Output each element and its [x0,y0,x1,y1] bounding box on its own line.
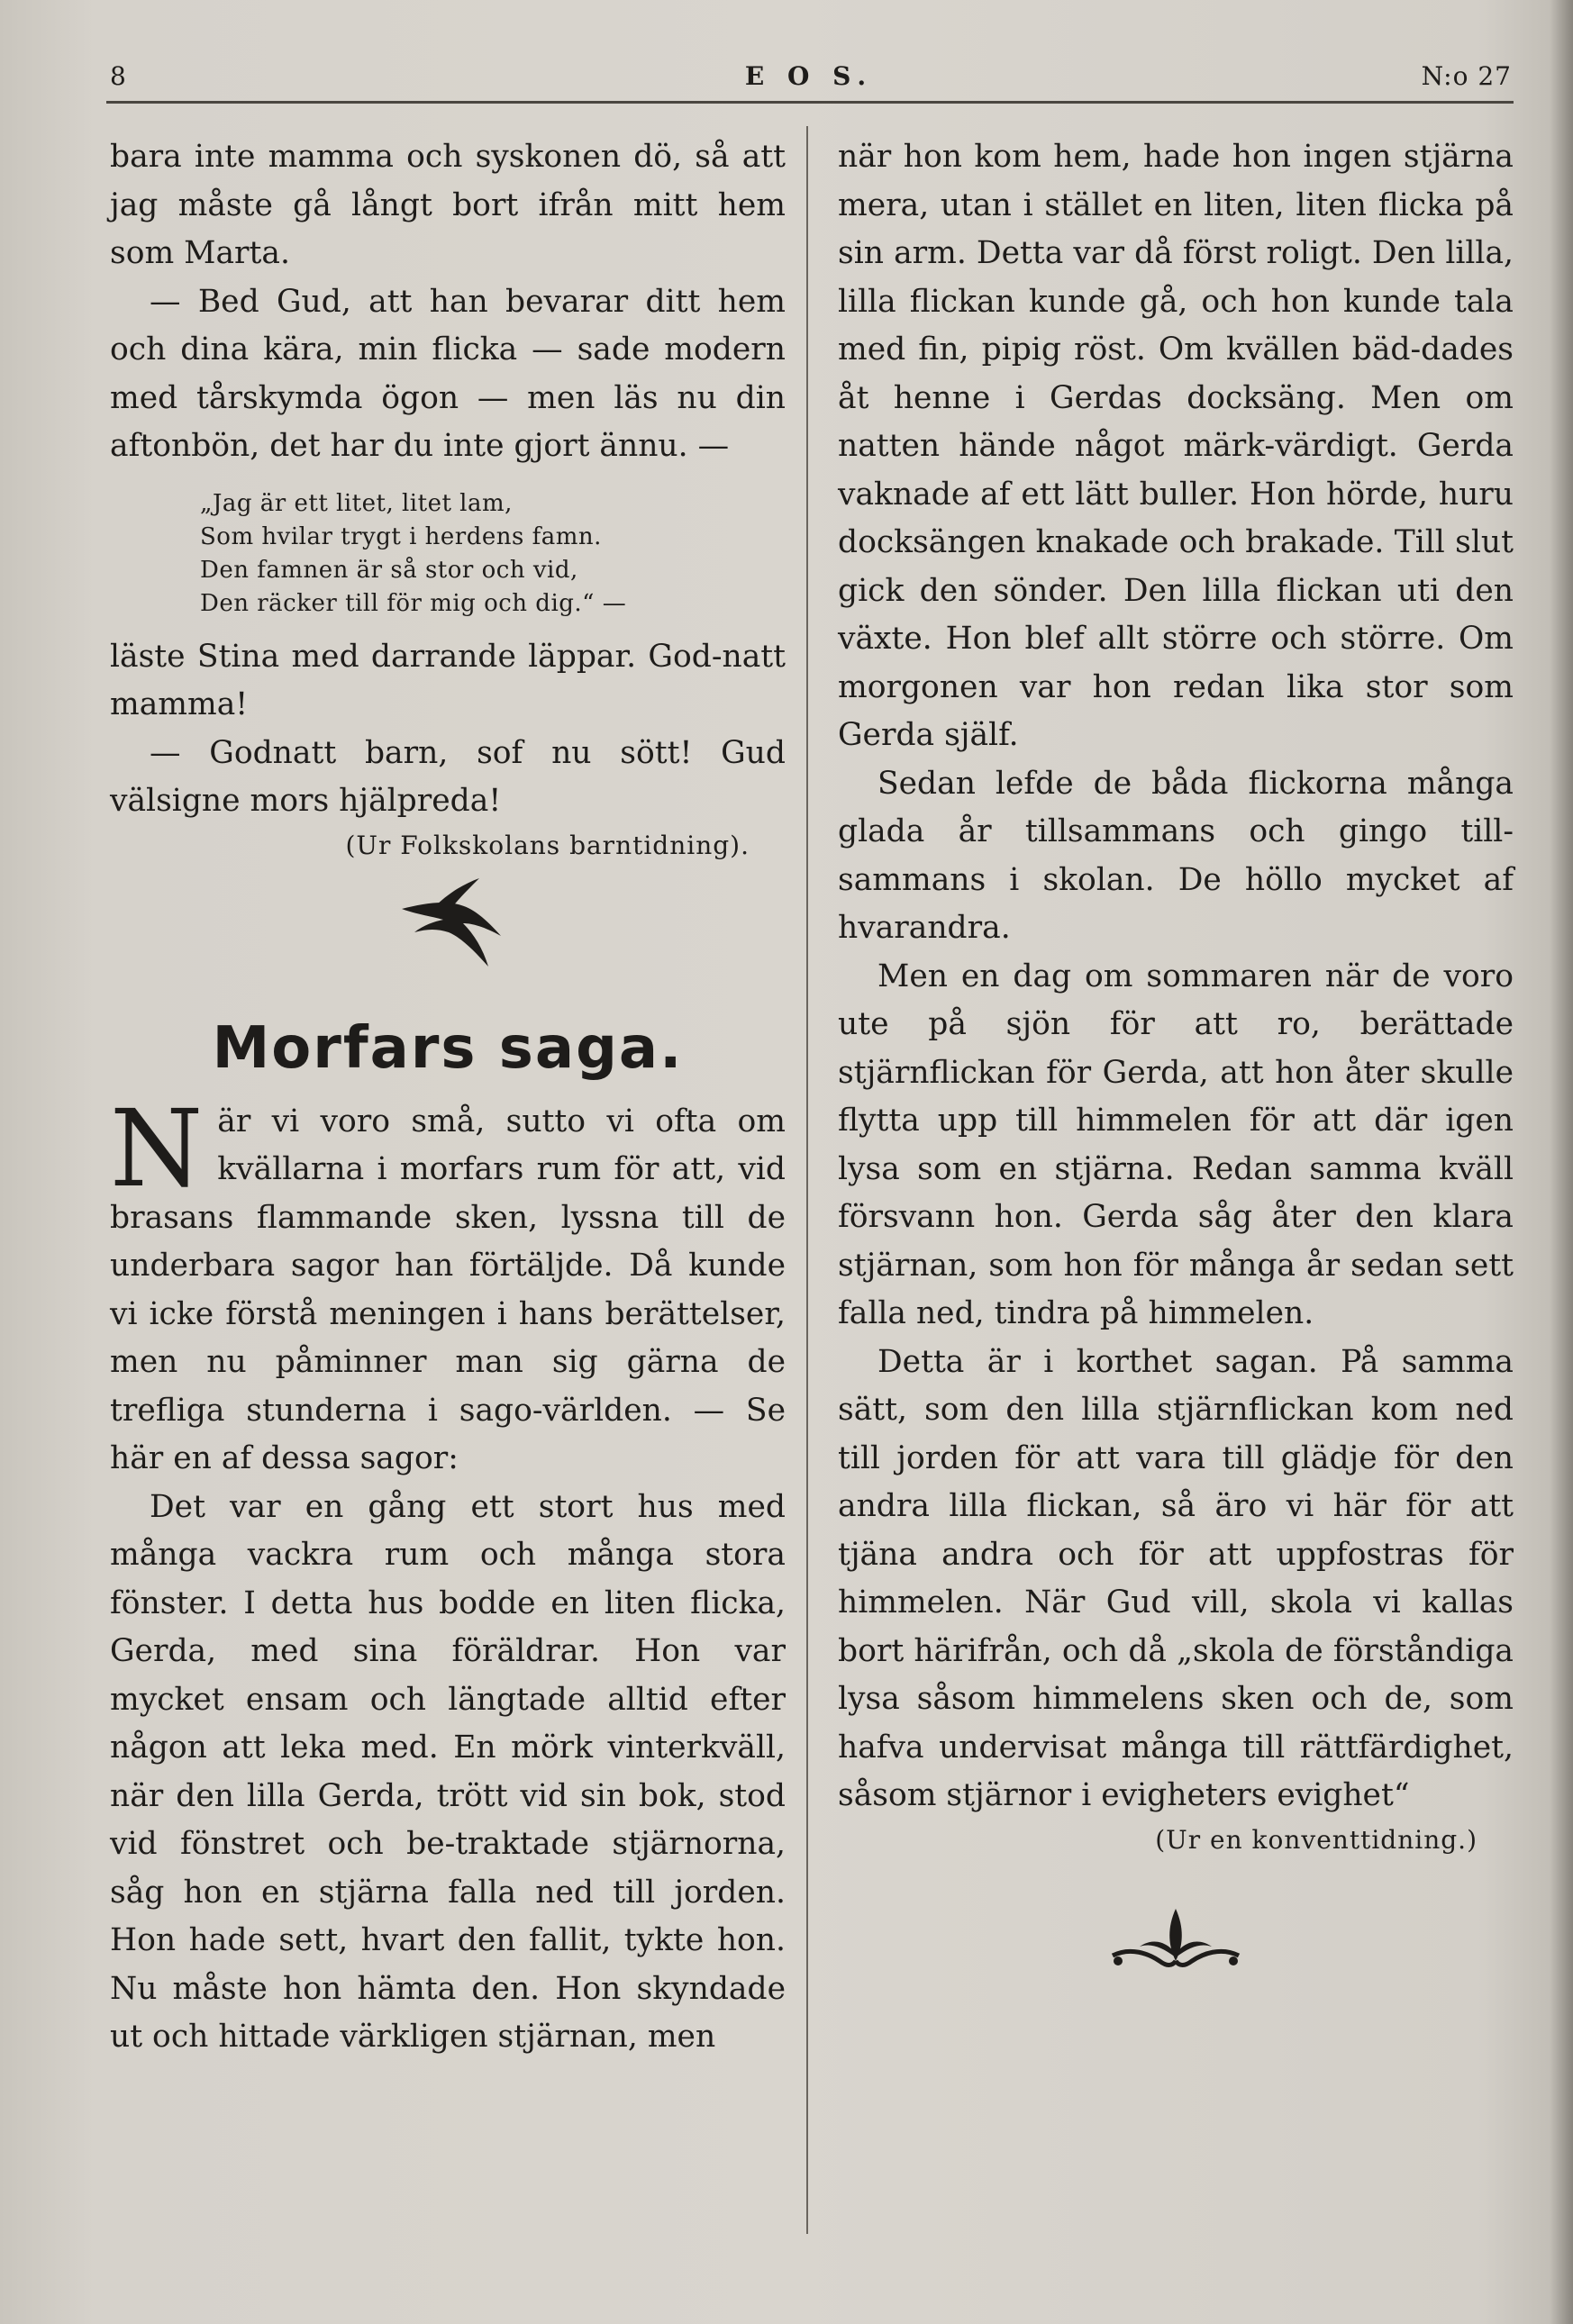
floral-ornament-icon [1104,1902,1248,1983]
paragraph: Sedan lefde de båda flickorna många glada år tillsammans och gingo till-sammans i skolan. De höllo mycket af hvarandra. [838,765,1514,946]
drop-cap: N [110,1085,204,1211]
poem-line: „Jag är ett litet, litet lam, [200,489,513,517]
page-number: 8 [110,61,127,91]
ornament [838,1902,1514,1998]
poem-line: Den räcker till för mig och dig.“ — [200,589,627,617]
swallow-vignette [110,873,786,979]
paragraph: Det var en gång ett stort hus med många vackra rum och många stora fönster. I detta hus bodde en liten flicka, Gerda, med sina föräldrar. Hon var mycket ensam och längtade alltid efter någon att leka med. En mörk vinterkväll, när den lilla Gerda, trött vid sin bok, stod vid fönstret och be-traktade stjärnorna, såg hon en stjärna falla ned till jorden. Hon hade sett, hvart den fallit, tykte hon. Nu måste hon hämta den. Hon skyndade ut och hittade värkligen stjärnan, men [110,1488,786,2055]
paragraph: Detta är i korthet sagan. På samma sätt, som den lilla stjärnflickan kom ned till jorden för att vara till glädje för den andra lilla flickan, så äro vi här för att tjäna andra och för att uppfostras för himmelen. När Gud vill, skola vi kallas bort härifrån, och då „skola de förståndiga lysa såsom himmelens sken och de, som hafva undervisat många till rättfärdighet, såsom stjärnor i evigheters evighet“ [838,1343,1514,1813]
paragraph: bara inte mamma och syskonen dö, så att jag måste gå långt bort ifrån mitt hem som Marta. [110,139,786,271]
paragraph: Men en dag om sommaren när de voro ute på sjön för att ro, berättade stjärnflickan för Gerda, att hon åter skulle flytta upp till himmelen för att där igen lysa som en stjärna. Redan samma kväll försvann hon. Gerda såg åter den klara stjärnan, som hon för många år sedan sett falla ned, tindra på himmelen. [838,958,1514,1331]
paragraph: läste Stina med darrande läppar. God-natt mamma! [110,638,786,722]
paragraph: när hon kom hem, hade hon ingen stjärna mera, utan i stället en liten, liten flicka på sin arm. Detta var då först roligt. Den lilla, lilla flickan kunde gå, och hon kunde tala med fin, pipig röst. Om kvällen bäd-dades åt henne i Gerdas docksäng. Men om natten hände något märk-värdigt. Gerda vaknade af ett lätt buller. Hon hörde, huru docksängen knakade och brakade. Till slut gick den sönder. Den lilla flickan uti den växte. Hon blef allt större och större. Om morgonen var hon redan lika stor som Gerda själf. [838,139,1514,753]
page-edge-shadow [1550,0,1573,2324]
paragraph: — Godnatt barn, sof nu sött! Gud välsigne mors hjälpreda! [110,734,786,819]
poem [200,487,786,621]
source-credit: (Ur Folkskolans barntidning). [345,830,750,860]
story-title: Morfars saga. [212,1014,684,1082]
paragraph: är vi voro små, sutto vi ofta om kvällarna i morfars rum för att, vid brasans flammande sken, lyssna till de underbara sagor han förtäljde. Då kunde vi icke förstå meningen i hans berättelser, men nu påminner man sig gärna de trefliga stunderna i sago-världen. — Se här en af dessa sagor: [110,1103,786,1476]
column-divider [806,126,808,2234]
left-column [110,133,786,2062]
paragraph: — Bed Gud, att han bevarar ditt hem och dina kära, min flicka — sade modern med tårskymda ögon — men läs nu din aftonbön, det har du inte gjort ännu. — [110,283,786,464]
source-credit: (Ur en konventtidning.) [1155,1824,1478,1855]
page-header [106,54,1512,99]
publication-title: E O S. [744,61,874,91]
poem-line: Den famnen är så stor och vid, [200,556,578,584]
swallow-icon [396,873,505,972]
right-column [838,133,1514,1997]
poem-line: Som hvilar trygt i herdens famn. [200,522,602,550]
header-rule [106,101,1514,104]
issue-number: N:o 27 [1421,61,1512,91]
